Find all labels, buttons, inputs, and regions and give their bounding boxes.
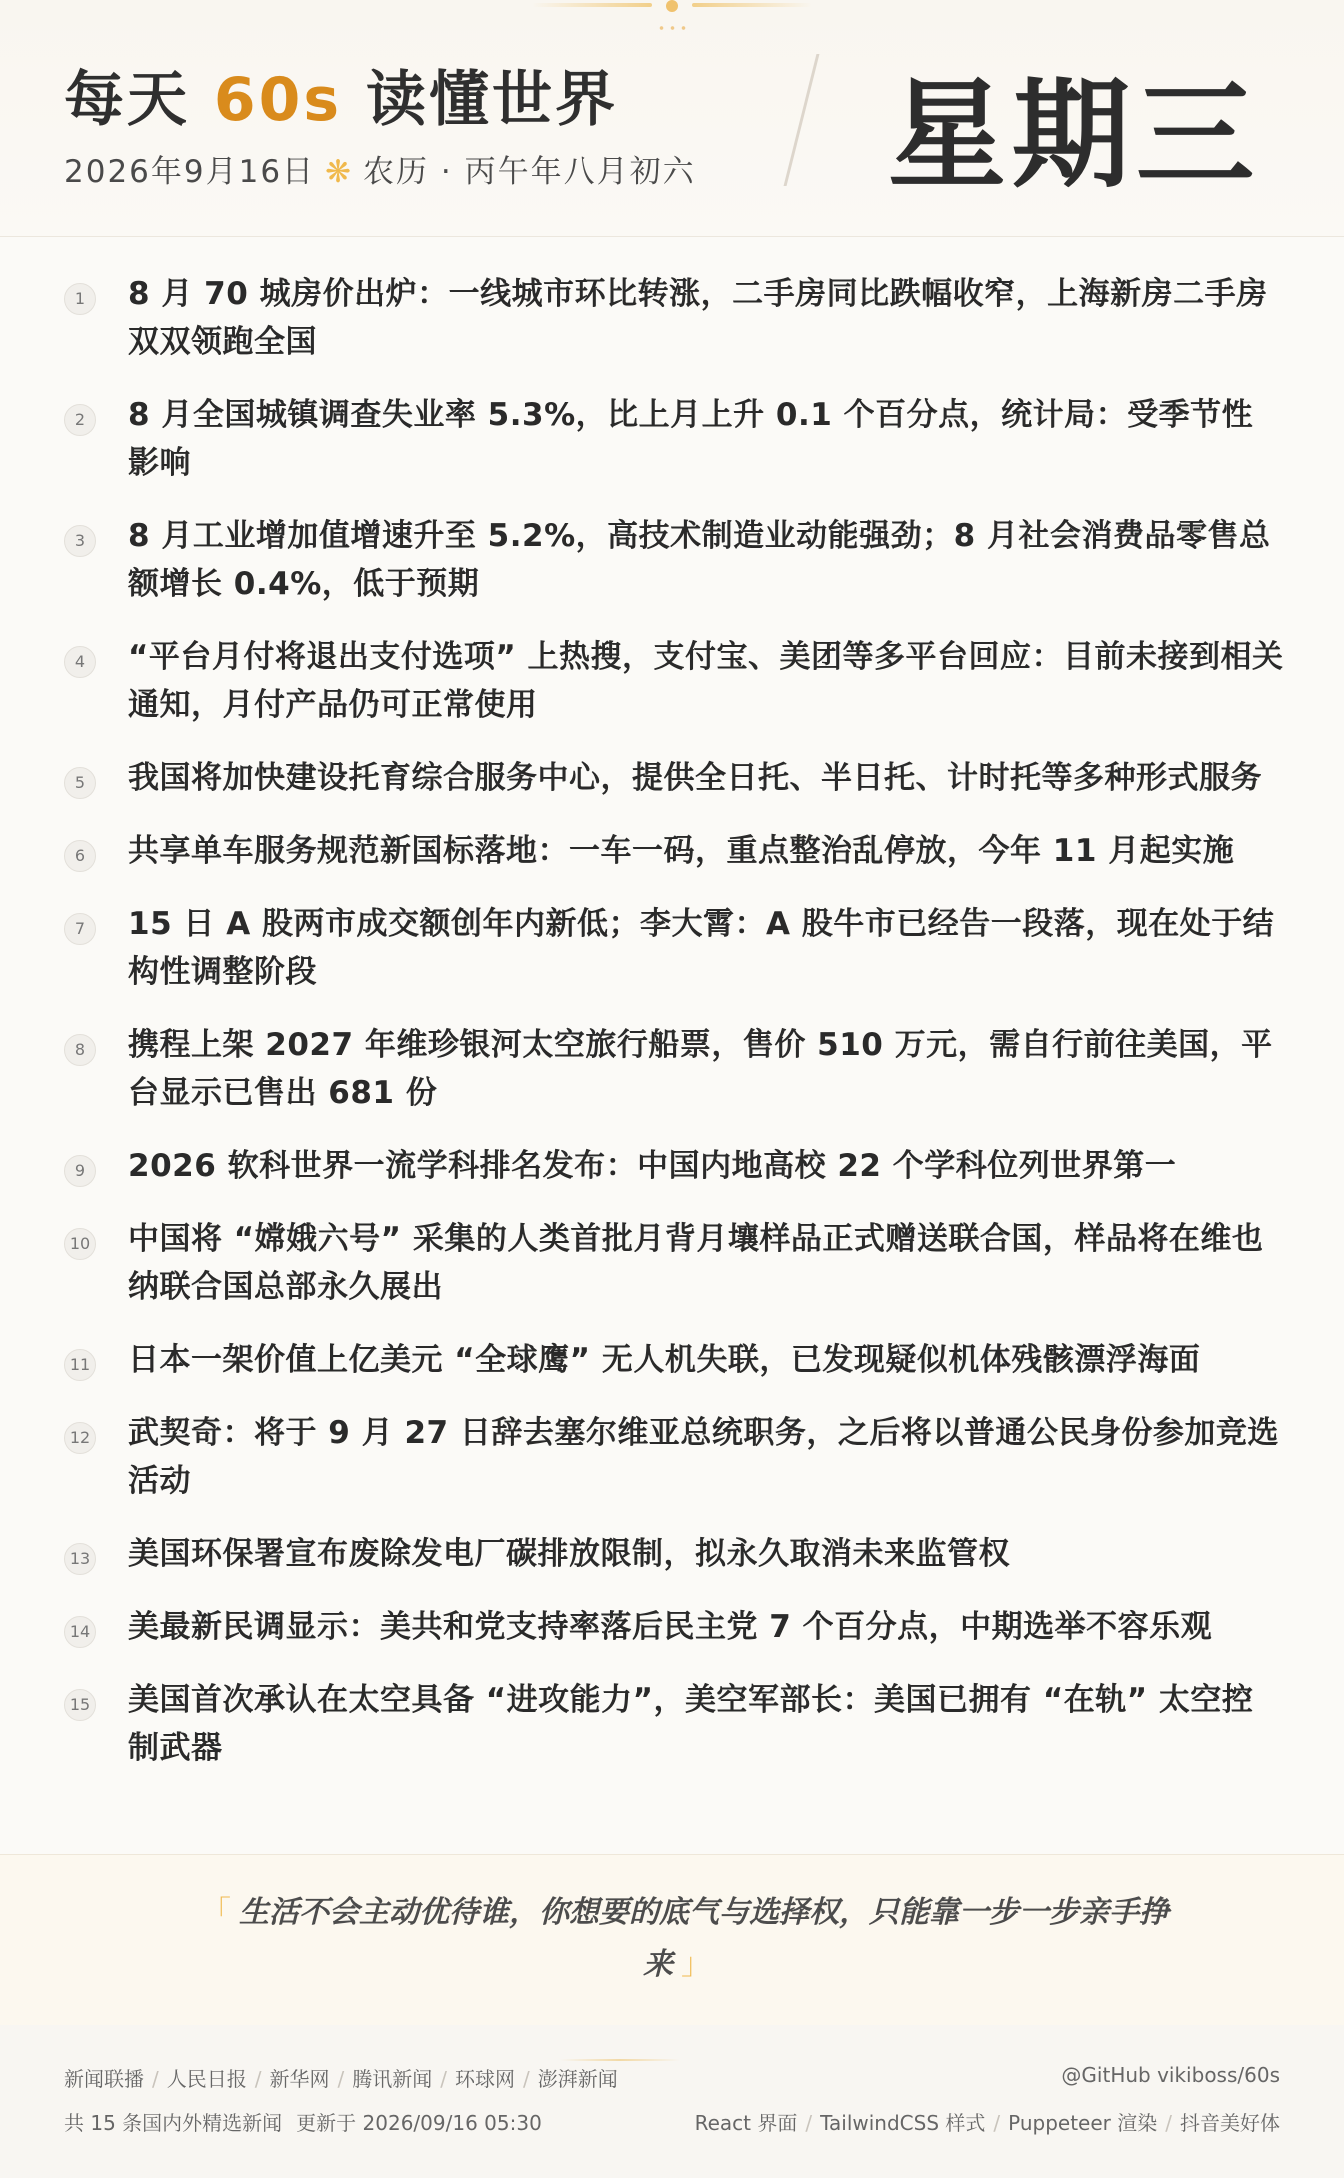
source-name: 环球网 bbox=[455, 2067, 515, 2091]
news-number-badge: 2 bbox=[64, 404, 96, 436]
news-text: 武契奇：将于 9 月 27 日辞去塞尔维亚总统职务，之后将以普通公民身份参加竞选活动 bbox=[128, 1415, 1279, 1499]
source-list bbox=[64, 2063, 618, 2092]
slash-separator: / bbox=[440, 2067, 447, 2091]
news-text: 携程上架 2027 年维珍银河太空旅行船票，售价 510 万元，需自行前往美国，平台显示已售出 681 份 bbox=[128, 1027, 1273, 1111]
news-number-badge: 5 bbox=[64, 767, 96, 799]
news-text: 2026 软科世界一流学科排名发布：中国内地高校 22 个学科位列世界第一 bbox=[128, 1148, 1177, 1184]
news-item bbox=[0, 754, 1344, 802]
news-text: 美国首次承认在太空具备 “进攻能力”，美空军部长：美国已拥有 “在轨” 太空控制武器 bbox=[128, 1682, 1254, 1766]
slash-separator: / bbox=[152, 2067, 159, 2091]
footer-meta bbox=[64, 2107, 542, 2136]
slash-separator: / bbox=[1165, 2111, 1172, 2135]
news-item bbox=[0, 1142, 1344, 1190]
slash-separator: / bbox=[805, 2111, 813, 2135]
news-number-badge: 7 bbox=[64, 913, 96, 945]
news-item bbox=[0, 1021, 1344, 1117]
deco-line-left bbox=[532, 3, 652, 7]
news-item bbox=[0, 1336, 1344, 1384]
news-item bbox=[0, 512, 1344, 608]
source-name: 新华网 bbox=[269, 2067, 330, 2091]
news-number-badge: 10 bbox=[64, 1228, 96, 1260]
news-number-badge: 6 bbox=[64, 840, 96, 872]
news-item bbox=[0, 1215, 1344, 1311]
quote-text: 生活不会主动优待谁，你想要的底气与选择权，只能靠一步一步亲手挣来 bbox=[239, 1895, 1169, 1982]
news-item bbox=[0, 827, 1344, 875]
news-number-badge: 13 bbox=[64, 1543, 96, 1575]
news-number-badge: 11 bbox=[64, 1349, 96, 1381]
slash-separator: / bbox=[254, 2067, 262, 2091]
news-item bbox=[0, 633, 1344, 729]
news-text: 美最新民调显示：美共和党支持率落后民主党 7 个百分点，中期选举不容乐观 bbox=[128, 1609, 1213, 1645]
news-count: 共 15 条国内外精选新闻 bbox=[64, 2111, 283, 2135]
tech-item: Puppeteer 渲染 bbox=[1008, 2111, 1158, 2135]
news-item bbox=[0, 1676, 1344, 1772]
news-number-badge: 15 bbox=[64, 1689, 96, 1721]
source-name: 澎湃新闻 bbox=[537, 2067, 618, 2091]
footer bbox=[0, 2025, 1344, 2178]
news-number-badge: 12 bbox=[64, 1422, 96, 1454]
news-number-badge: 3 bbox=[64, 525, 96, 557]
quote-box bbox=[0, 1854, 1344, 2026]
weekday: 星期三 bbox=[888, 66, 1261, 204]
deco-dot bbox=[666, 0, 678, 12]
footer-decoration bbox=[560, 2059, 680, 2061]
daily-quote bbox=[176, 1887, 1186, 1991]
date-line bbox=[64, 146, 696, 191]
title-accent: 60s bbox=[213, 65, 343, 135]
news-number-badge: 9 bbox=[64, 1155, 96, 1187]
news-text: 8 月 70 城房价出炉：一线城市环比转涨，二手房同比跌幅收窄，上海新房二手房双双领跑全国 bbox=[128, 276, 1268, 360]
news-number-badge: 8 bbox=[64, 1034, 96, 1066]
news-item bbox=[0, 900, 1344, 996]
tech-item: React 界面 bbox=[694, 2111, 798, 2135]
slash-separator: / bbox=[993, 2111, 1001, 2135]
news-item bbox=[0, 1409, 1344, 1505]
news-text: 15 日 A 股两市成交额创年内新低；李大霄：A 股牛市已经告一段落，现在处于结构性调整阶段 bbox=[128, 906, 1275, 990]
deco-dots bbox=[656, 26, 690, 30]
news-text: 日本一架价值上亿美元 “全球鹰” 无人机失联，已发现疑似机体残骸漂浮海面 bbox=[128, 1342, 1201, 1378]
news-item bbox=[0, 1530, 1344, 1578]
repo-link[interactable]: @GitHub vikiboss/60s bbox=[1061, 2063, 1280, 2087]
news-number-badge: 4 bbox=[64, 646, 96, 678]
news-number-badge: 1 bbox=[64, 283, 96, 315]
news-list bbox=[0, 270, 1344, 1797]
update-time: 更新于 2026/09/16 05:30 bbox=[296, 2111, 542, 2135]
source-name: 腾讯新闻 bbox=[352, 2067, 433, 2091]
date-text: 2026年9月16日 bbox=[64, 154, 316, 190]
news-item bbox=[0, 1603, 1344, 1651]
quote-close-mark: 」 bbox=[681, 1947, 711, 1982]
source-name: 新闻联播 bbox=[64, 2067, 144, 2091]
tech-item: TailwindCSS 样式 bbox=[820, 2111, 986, 2135]
news-text: 8 月工业增加值增速升至 5.2%，高技术制造业动能强劲；8 月社会消费品零售总额增长 0.4%，低于预期 bbox=[128, 518, 1271, 602]
news-text: 中国将 “嫦娥六号” 采集的人类首批月背月壤样品正式赠送联合国，样品将在维也纳联合国总部永久展出 bbox=[128, 1221, 1264, 1305]
tech-item: 抖音美好体 bbox=[1180, 2111, 1280, 2135]
title-suffix: 读懂世界 bbox=[366, 65, 618, 135]
news-item bbox=[0, 270, 1344, 366]
news-number-badge: 14 bbox=[64, 1616, 96, 1648]
news-text: 共享单车服务规范新国标落地：一车一码，重点整治乱停放，今年 11 月起实施 bbox=[128, 833, 1235, 869]
source-name: 人民日报 bbox=[166, 2067, 247, 2091]
tech-stack bbox=[695, 2107, 1280, 2136]
quote-open-mark: 「 bbox=[201, 1895, 231, 1930]
top-decoration bbox=[532, 0, 812, 40]
deco-line-right bbox=[692, 3, 812, 7]
news-text: 我国将加快建设托育综合服务中心，提供全日托、半日托、计时托等多种形式服务 bbox=[128, 760, 1262, 796]
header-divider bbox=[784, 54, 820, 186]
header bbox=[0, 0, 1344, 237]
flower-separator-icon: ❋ bbox=[325, 154, 354, 190]
slash-separator: / bbox=[523, 2067, 530, 2091]
page-title bbox=[64, 52, 618, 138]
lunar-date: 农历 · 丙午年八月初六 bbox=[363, 154, 696, 190]
news-text: “平台月付将退出支付选项” 上热搜，支付宝、美团等多平台回应：目前未接到相关通知，月付产品仍可正常使用 bbox=[128, 639, 1284, 723]
news-text: 美国环保署宣布废除发电厂碳排放限制，拟永久取消未来监管权 bbox=[128, 1536, 1010, 1572]
news-item bbox=[0, 391, 1344, 487]
news-text: 8 月全国城镇调查失业率 5.3%，比上月上升 0.1 个百分点，统计局：受季节性影响 bbox=[128, 397, 1254, 481]
title-prefix: 每天 bbox=[64, 65, 190, 135]
slash-separator: / bbox=[337, 2067, 345, 2091]
